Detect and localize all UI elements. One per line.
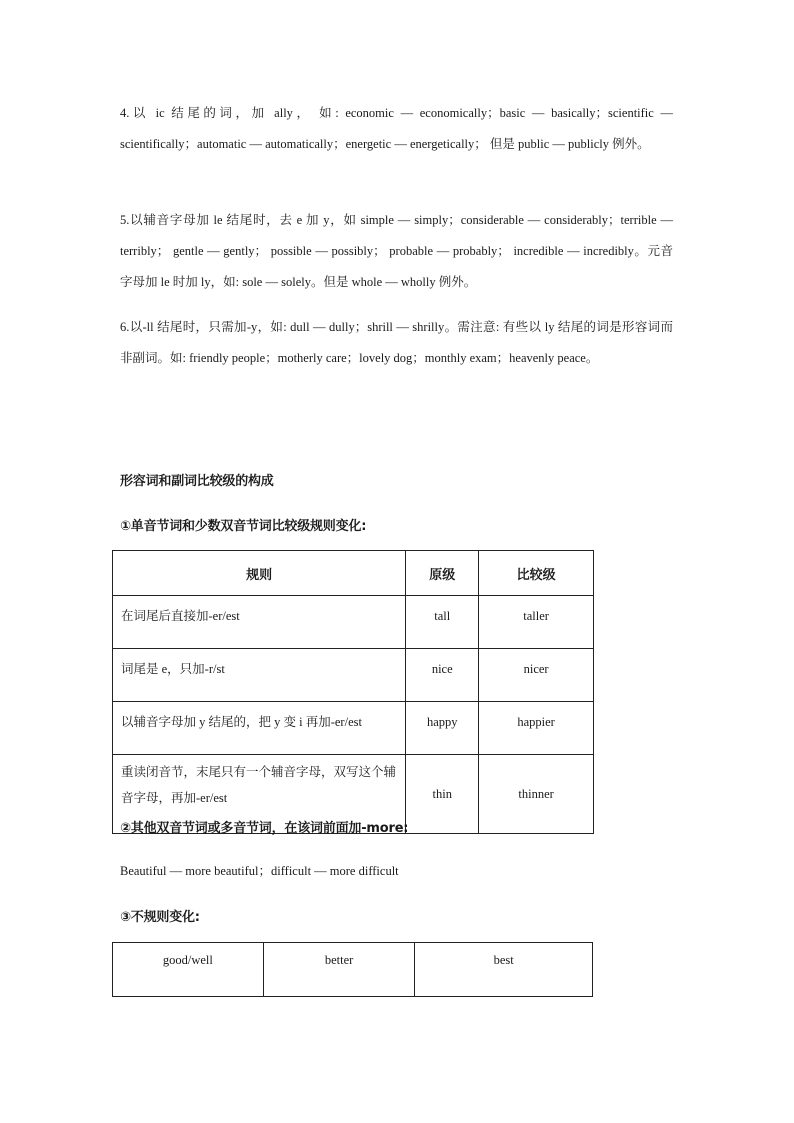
table-row [113,702,594,755]
table-header-row [113,551,594,596]
subsection-irregular-title: ③不规则变化: [120,910,200,925]
comparative-cell: thinner [479,755,594,834]
paragraph-rule-5: 5.以辅音字母加 le 结尾时，去 e 加 y，如 simple — simply；considerable — considerably；terrible — terribly； gentle — gently； possible — possibly； probable — probably； incredible — incredibly。元音字母加 le 时加 ly，如: sole — solely。但是 whole — wholly 例外。 [120,213,673,289]
comparative-cell: nicer [479,649,594,702]
irregular-base-cell: good/well [113,943,264,997]
rule-cell: 以辅音字母加 y 结尾的，把 y 变 i 再加-er/est [113,702,406,755]
more-example-text: Beautiful — more beautiful；difficult — more difficult [120,864,399,878]
section-title: 形容词和副词比较级的构成 [120,474,274,489]
comparative-cell: taller [479,596,594,649]
irregular-superlative-cell: best [415,943,593,997]
comparative-rules-table [112,550,594,834]
comparative-cell: happier [479,702,594,755]
base-cell: thin [406,755,479,834]
base-cell: nice [406,649,479,702]
base-cell: tall [406,596,479,649]
rule-cell: 重读闭音节，末尾只有一个辅音字母，双写这个辅音字母，再加-er/est [113,755,406,834]
irregular-comparative-cell: better [263,943,415,997]
paragraph-rule-4: 4.以 ic 结尾的词，加 ally， 如: economic — economically；basic — basically；scientific — scientifically；automatic — automatically；energetic — energetically； 但是 public — publicly 例外。 [120,106,673,151]
subsection-regular-title: ①单音节词和少数双音节词比较级规则变化: [120,519,367,534]
header-base: 原级 [406,551,479,596]
paragraph-rule-6: 6.以-ll 结尾时，只需加-y，如: dull — dully；shrill — shrilly。需注意: 有些以 ly 结尾的词是形容词而非副词。如: friendly people；motherly care；lovely dog；monthly exam；heavenly peace。 [120,320,673,365]
header-comparative: 比较级 [479,551,594,596]
irregular-forms-table [112,942,593,997]
table-row [113,943,593,997]
subsection-more-title: ②其他双音节词或多音节词，在该词前面加-more: [120,821,409,836]
rule-cell: 词尾是 e，只加-r/st [113,649,406,702]
table-row [113,596,594,649]
table-row [113,649,594,702]
header-rule: 规则 [113,551,406,596]
base-cell: happy [406,702,479,755]
rule-cell: 在词尾后直接加-er/est [113,596,406,649]
